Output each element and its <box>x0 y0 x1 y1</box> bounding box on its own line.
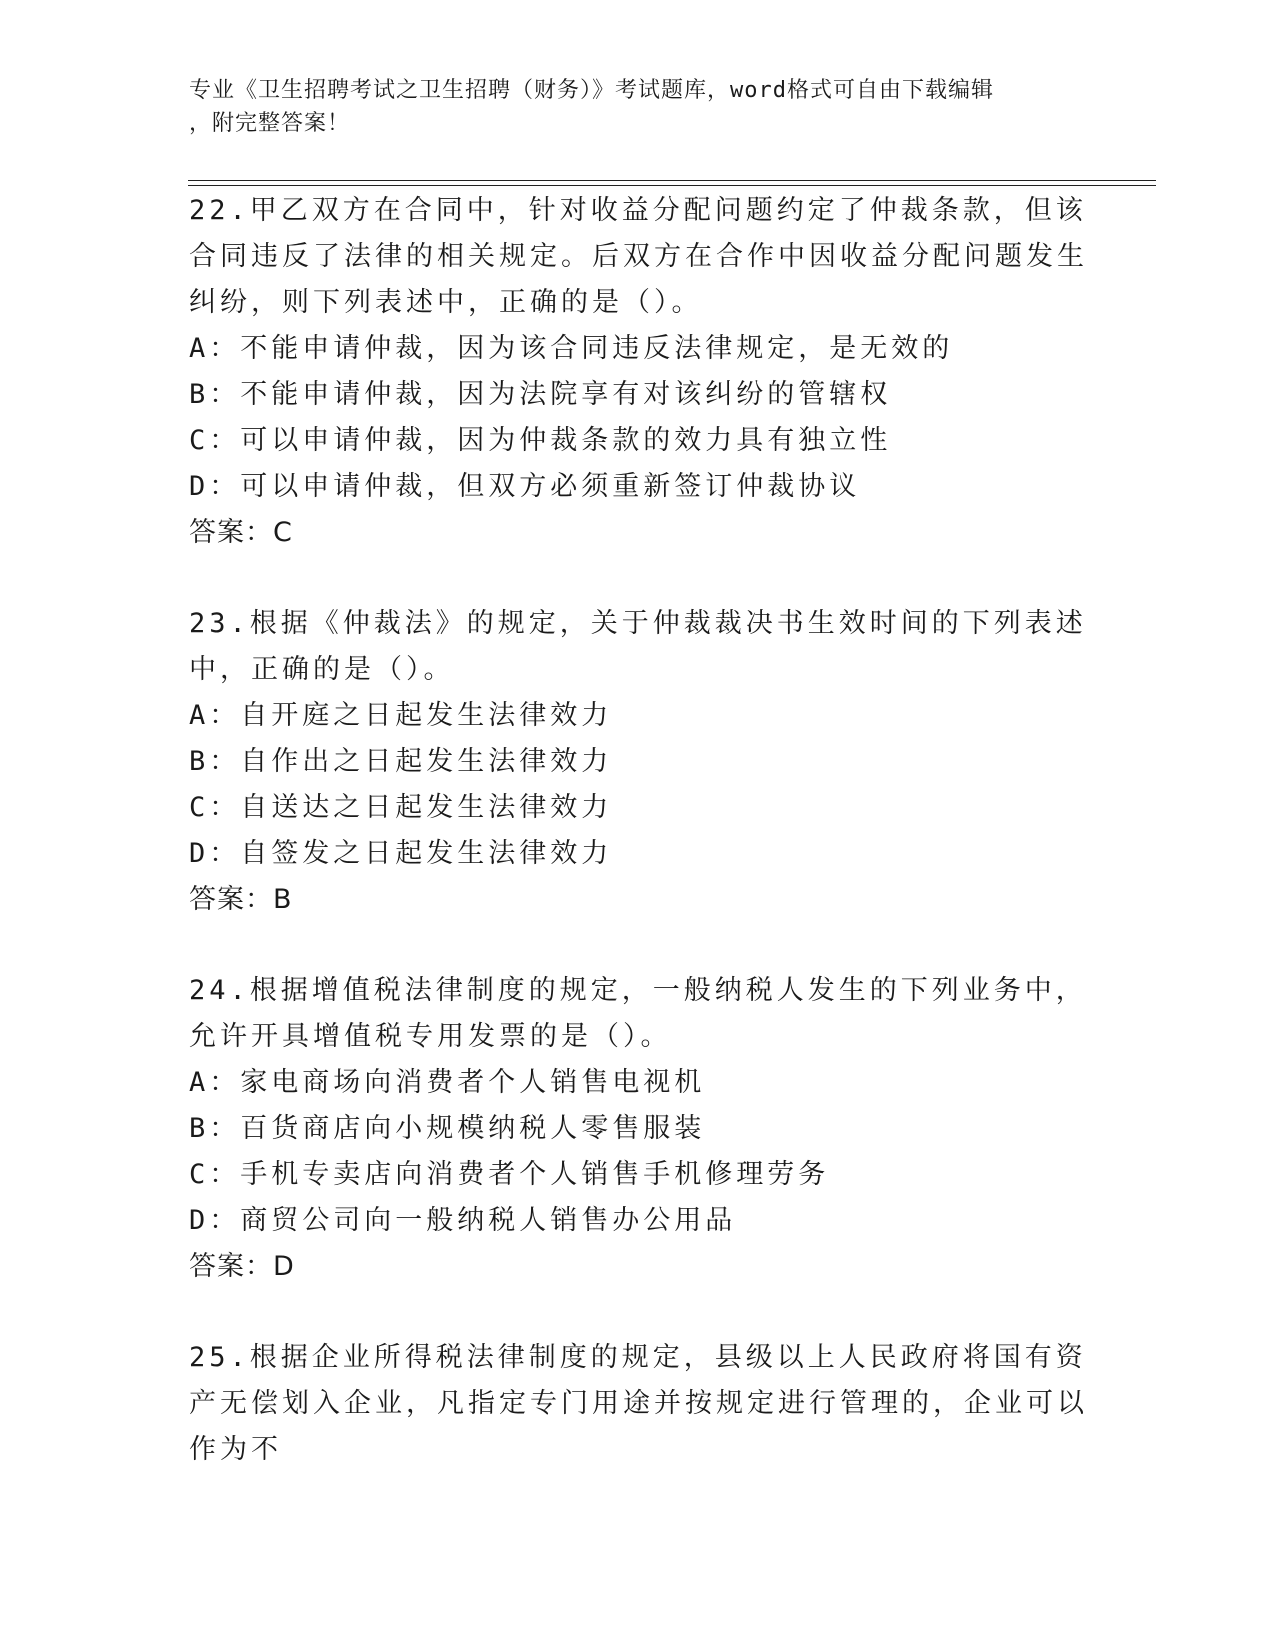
option-d: D：商贸公司向一般纳税人销售办公用品 <box>189 1205 737 1236</box>
option-d: D：可以申请仲裁，但双方必须重新签订仲裁协议 <box>189 471 861 502</box>
option-d: D：自签发之日起发生法律效力 <box>189 838 613 869</box>
option-b: B：不能申请仲裁，因为法院享有对该纠纷的管辖权 <box>189 379 892 410</box>
header-rule-top <box>188 180 1156 181</box>
answer-line: 答案：C <box>189 517 293 548</box>
question-25 <box>189 1335 1089 1473</box>
header-intro-line2: ，附完整答案！ <box>189 111 351 136</box>
header-rule-bottom <box>188 185 1156 186</box>
question-stem: 25.根据企业所得税法律制度的规定，县级以上人民政府将国有资产无偿划入企业，凡指定专门用途并按规定进行管理的，企业可以作为不 <box>189 1342 1088 1465</box>
question-stem: 23.根据《仲裁法》的规定，关于仲裁裁决书生效时间的下列表述中，正确的是（）。 <box>189 608 1087 685</box>
option-b: B：自作出之日起发生法律效力 <box>189 746 613 777</box>
document-header <box>189 74 1069 140</box>
answer-line: 答案：B <box>189 884 293 915</box>
answer-line: 答案：D <box>189 1251 295 1282</box>
option-a: A：自开庭之日起发生法律效力 <box>189 700 613 731</box>
question-24 <box>189 968 1089 1290</box>
option-c: C：自送达之日起发生法律效力 <box>189 792 613 823</box>
option-b: B：百货商店向小规模纳税人零售服装 <box>189 1113 706 1144</box>
question-stem: 24.根据增值税法律制度的规定，一般纳税人发生的下列业务中，允许开具增值税专用发票的是（）。 <box>189 975 1087 1052</box>
question-stem: 22.甲乙双方在合同中，针对收益分配问题约定了仲裁条款，但该合同违反了法律的相关规定。后双方在合作中因收益分配问题发生纠纷，则下列表述中，正确的是（）。 <box>189 195 1088 318</box>
option-c: C：可以申请仲裁，因为仲裁条款的效力具有独立性 <box>189 425 892 456</box>
option-a: A：家电商场向消费者个人销售电视机 <box>189 1067 706 1098</box>
option-c: C：手机专卖店向消费者个人销售手机修理劳务 <box>189 1159 830 1190</box>
option-a: A：不能申请仲裁，因为该合同违反法律规定，是无效的 <box>189 333 954 364</box>
question-22 <box>189 188 1089 556</box>
question-23 <box>189 601 1089 923</box>
question-list <box>189 188 1089 1518</box>
header-intro-line1: 专业《卫生招聘考试之卫生招聘（财务）》考试题库，word格式可自由下载编辑 <box>189 78 994 103</box>
